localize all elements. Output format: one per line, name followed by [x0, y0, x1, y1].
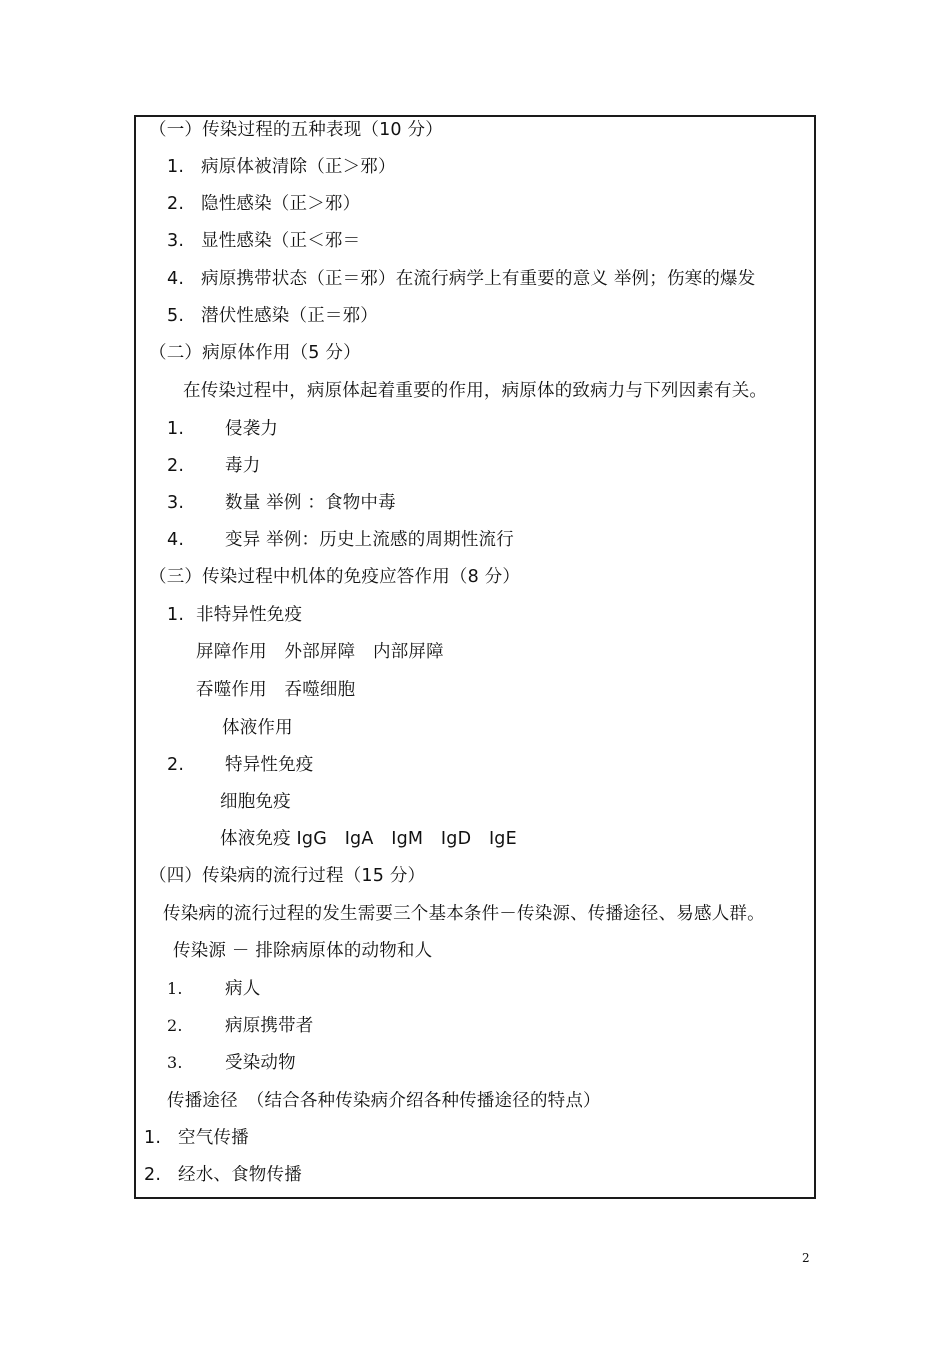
item-text: 病原携带状态（正＝邪）在流行病学上有重要的意义 举例；伤寒的爆发 [201, 269, 756, 289]
item-text: 非特异性免疫 [196, 605, 303, 625]
list-item [167, 230, 360, 252]
item-number: 1. [167, 419, 185, 439]
item-number: 2. [144, 1165, 162, 1185]
item-number: 1. [167, 605, 185, 625]
list-item [144, 1127, 249, 1149]
item-text: 空气传播 [178, 1128, 249, 1148]
sub-item: 体液作用 [222, 718, 293, 738]
section-2-intro: 在传染过程中，病原体起着重要的作用，病原体的致病力与下列因素有关。 [183, 381, 768, 401]
section-4-heading: （四）传染病的流行过程（15 分） [149, 866, 426, 886]
list-item [167, 1052, 296, 1074]
item-number: 5. [167, 306, 185, 326]
list-item [167, 978, 260, 1000]
list-item [167, 1015, 314, 1037]
list-item [167, 455, 260, 477]
item-number: 3. [167, 231, 185, 251]
item-text: 变异 举例：历史上流感的周期性流行 [225, 530, 514, 550]
sub-item: 体液免疫 IgG IgA IgM IgD IgE [220, 829, 517, 849]
sub-item: 细胞免疫 [220, 792, 291, 812]
item-text: 数量 举例 ：食物中毒 [225, 493, 396, 513]
item-text: 病原携带者 [225, 1016, 314, 1036]
item-number: 2. [167, 1016, 183, 1035]
section-4-intro: 传染病的流行过程的发生需要三个基本条件－传染源、传播途径、易感人群。 [163, 904, 765, 924]
list-item [167, 193, 360, 215]
item-number: 2. [167, 456, 185, 476]
list-item [167, 529, 514, 551]
item-text: 经水、食物传播 [178, 1165, 302, 1185]
list-item [167, 156, 396, 178]
page-number: 2 [802, 1251, 810, 1265]
list-item [167, 754, 314, 776]
item-text: 病人 [225, 979, 261, 999]
item-text: 受染动物 [225, 1053, 296, 1073]
item-text: 显性感染（正＜邪＝ [201, 231, 361, 251]
section-3-heading: （三）传染过程中机体的免疫应答作用（8 分） [149, 567, 521, 587]
sub-item: 屏障作用 外部屏障 内部屏障 [196, 642, 444, 662]
item-number: 1. [144, 1128, 162, 1148]
source-title: 传染源 － 排除病原体的动物和人 [173, 941, 433, 961]
section-1-heading: （一）传染过程的五种表现（10 分） [149, 120, 443, 140]
item-number: 3. [167, 493, 185, 513]
list-item [167, 604, 302, 626]
list-item [167, 418, 278, 440]
item-text: 隐性感染（正＞邪） [201, 194, 361, 214]
item-number: 2. [167, 755, 185, 775]
item-text: 特异性免疫 [225, 755, 314, 775]
route-title: 传播途径 （结合各种传染病介绍各种传播途径的特点） [167, 1091, 601, 1111]
list-item [167, 268, 755, 290]
item-number: 1. [167, 979, 183, 998]
item-text: 潜伏性感染（正＝邪） [201, 306, 378, 326]
item-text: 毒力 [225, 456, 261, 476]
item-text: 病原体被清除（正＞邪） [201, 157, 396, 177]
item-text: 侵袭力 [225, 419, 279, 439]
list-item [144, 1164, 302, 1186]
list-item [167, 305, 378, 327]
item-number: 1. [167, 157, 185, 177]
item-number: 3. [167, 1053, 183, 1072]
item-number: 4. [167, 530, 185, 550]
list-item [167, 492, 396, 514]
sub-item: 吞噬作用 吞噬细胞 [196, 680, 356, 700]
item-number: 4. [167, 269, 185, 289]
section-2-heading: （二）病原体作用（5 分） [149, 343, 361, 363]
item-number: 2. [167, 194, 185, 214]
